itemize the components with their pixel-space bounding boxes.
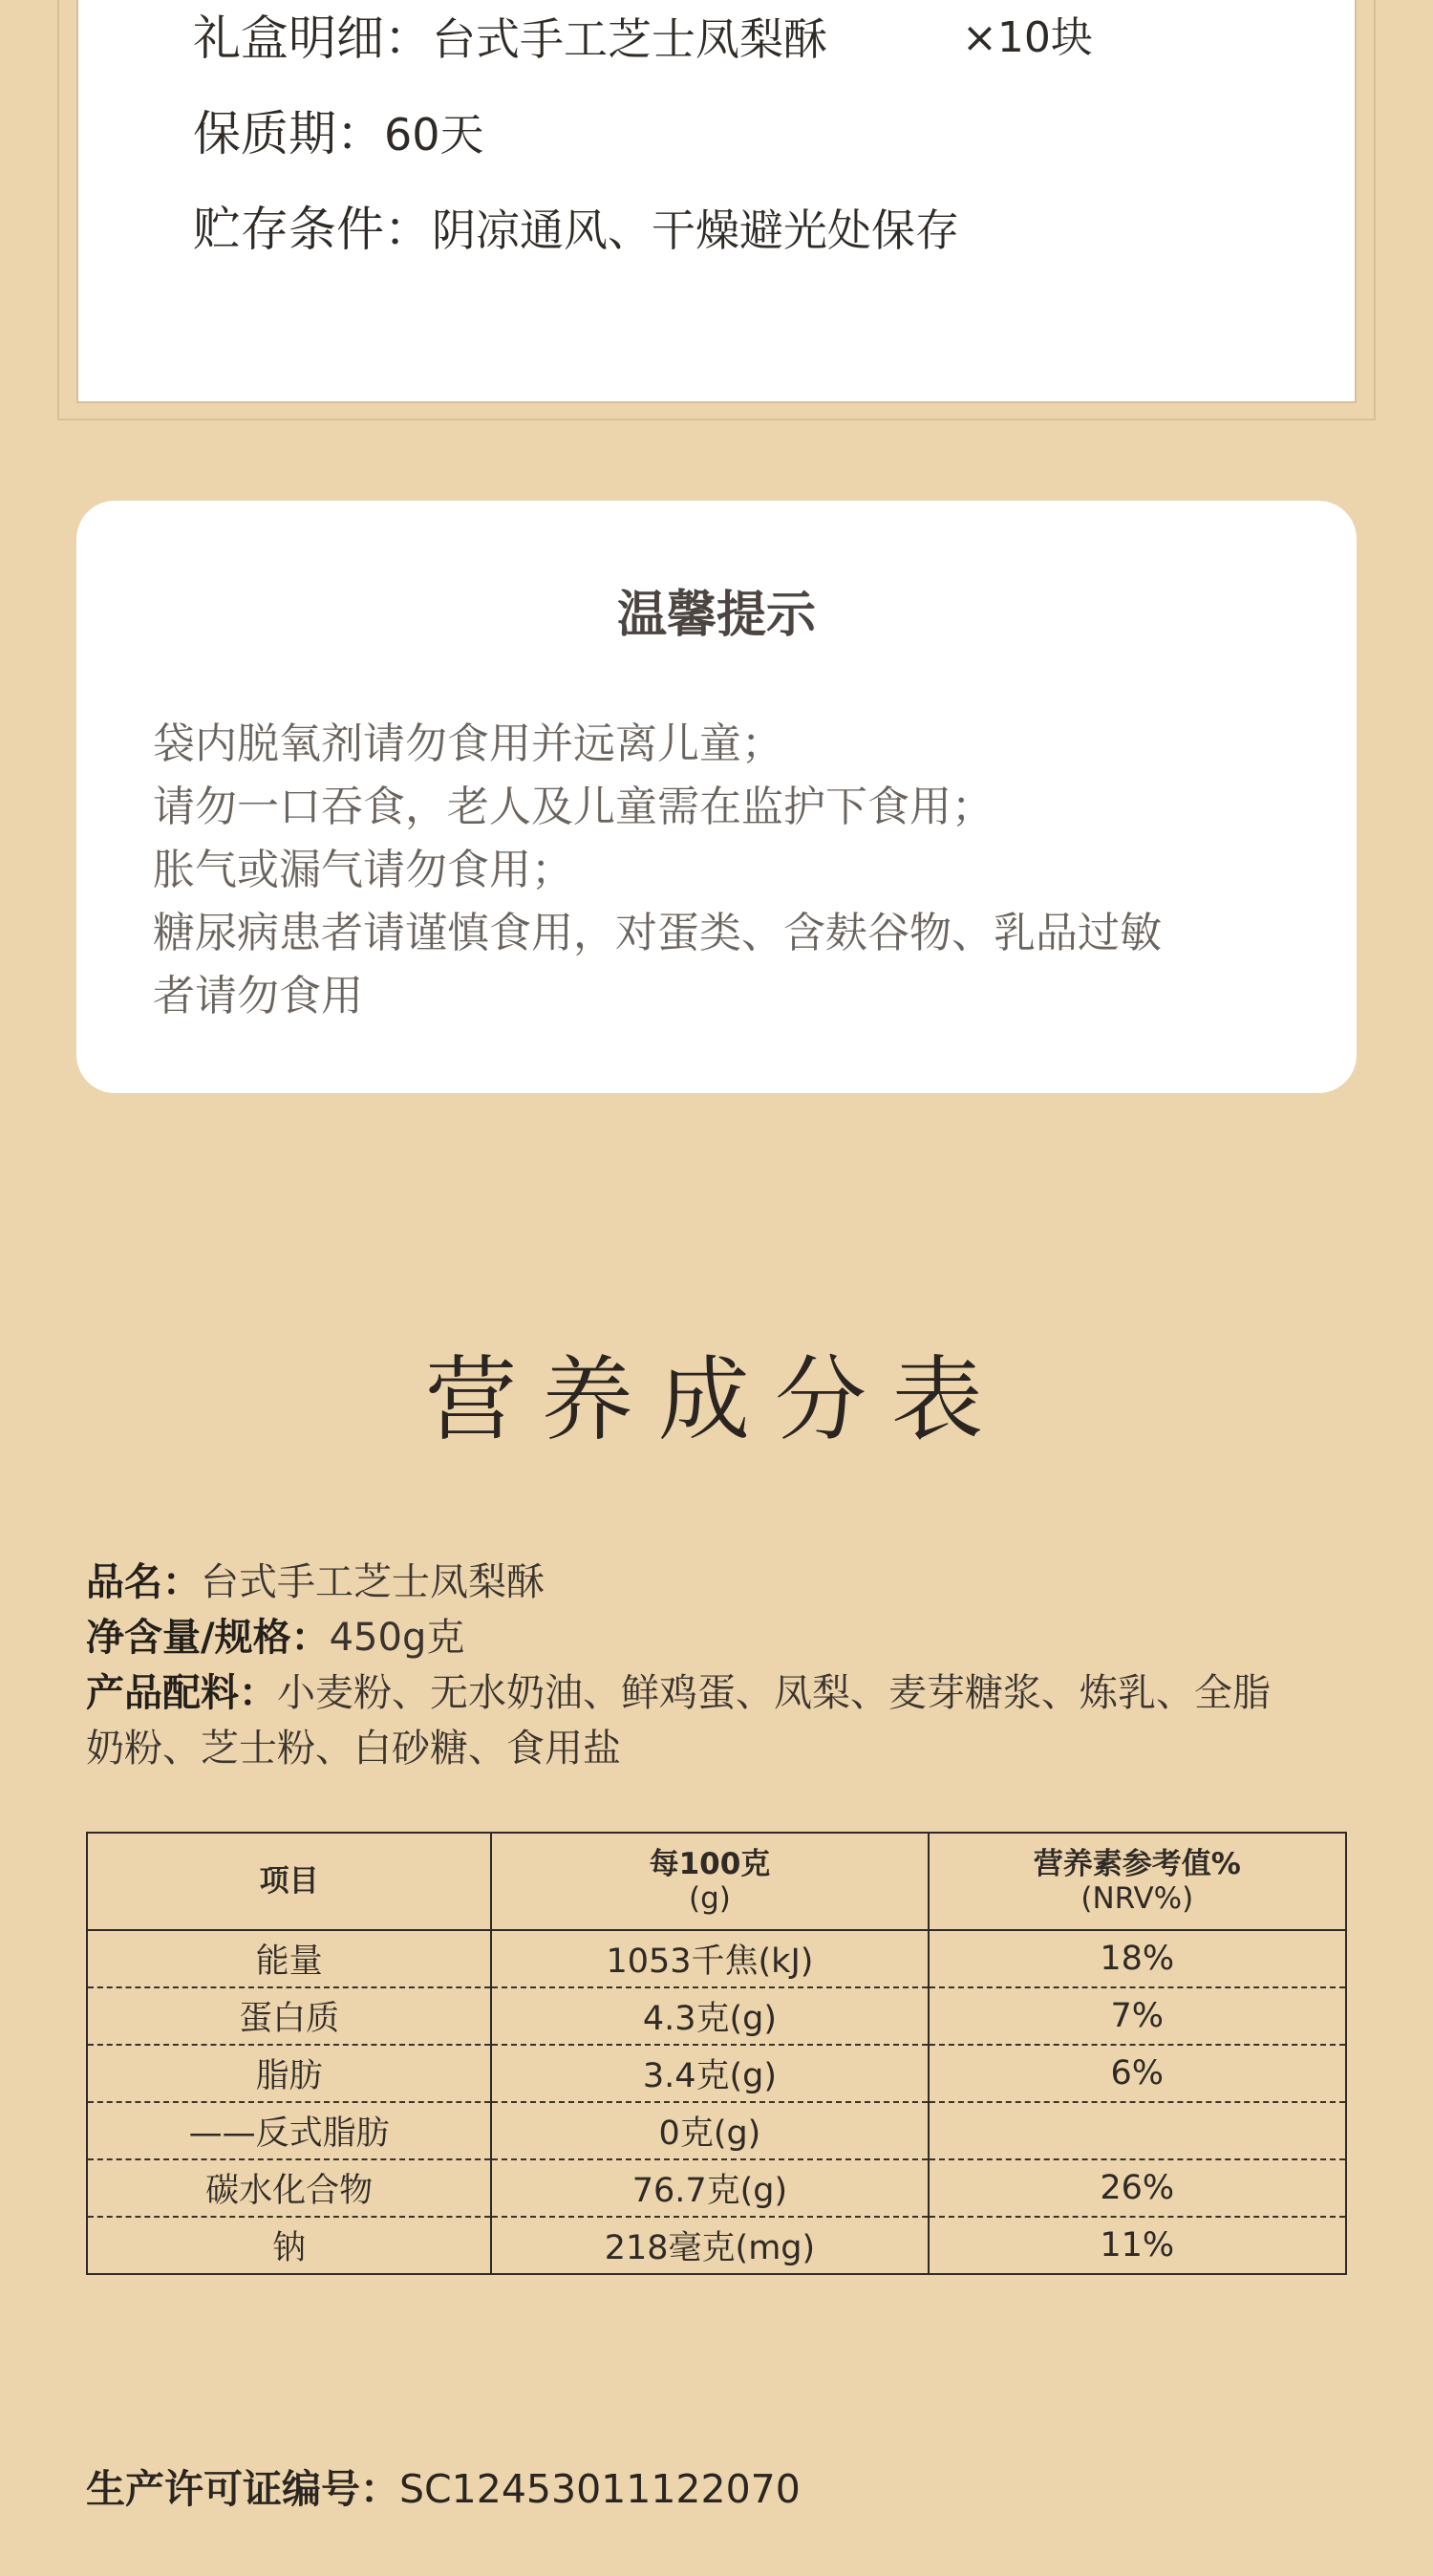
nutrient-amount: 3.4克(g): [491, 2045, 928, 2102]
table-row: [87, 1987, 1346, 2045]
shelf-life-value: 60天: [384, 109, 484, 161]
nutrient-amount: 76.7克(g): [491, 2159, 928, 2217]
net-content-label: 净含量/规格：: [86, 1616, 330, 1660]
header-per-100g: [491, 1833, 928, 1930]
ingredients-value-line1: 小麦粉、无水奶油、鲜鸡蛋、凤梨、麦芽糖浆、炼乳、全脂: [277, 1671, 1271, 1715]
ingredients-label: 产品配料：: [86, 1671, 277, 1715]
storage-label: 贮存条件：: [193, 202, 432, 257]
nutrient-name: 能量: [87, 1930, 491, 1987]
header-item-label: 项目: [259, 1864, 319, 1899]
nutrient-name: 蛋白质: [87, 1987, 491, 2045]
ingredients-continuation: 奶粉、芝士粉、白砂糖、食用盐: [86, 1727, 621, 1771]
header-item: [87, 1833, 491, 1930]
nutrient-amount: 4.3克(g): [491, 1987, 928, 2045]
tips-title: 温馨提示: [616, 587, 816, 644]
gift-box-contents-label: 礼盒明细：: [193, 11, 432, 66]
header-nrv-unit: (NRV%): [1080, 1881, 1194, 1916]
storage-row: [193, 201, 959, 259]
nutrition-table: [86, 1832, 1347, 2275]
nutrient-name: ——反式脂肪: [87, 2102, 491, 2159]
net-content-row: [86, 1610, 1357, 1665]
nutrient-nrv: 6%: [929, 2045, 1346, 2102]
tips-card: [76, 501, 1357, 1093]
table-row: [87, 1930, 1346, 1987]
gift-box-info-panel: [76, 0, 1357, 403]
tips-line: 请勿一口吞食，老人及儿童需在监护下食用；: [153, 783, 994, 831]
tips-line: 袋内脱氧剂请勿食用并远离儿童；: [153, 719, 783, 768]
nutrient-amount: 0克(g): [491, 2102, 928, 2159]
nutrient-name: 钠: [87, 2217, 491, 2274]
license-label: 生产许可证编号：: [86, 2466, 399, 2512]
tips-list: [153, 713, 1299, 1028]
product-name-row: [86, 1555, 1357, 1610]
tips-line: 糖尿病患者请谨慎食用，对蛋类、含麸谷物、乳品过敏: [153, 909, 1162, 957]
nutrient-name: 脂肪: [87, 2045, 491, 2102]
product-name-label: 品名：: [86, 1560, 201, 1604]
gift-box-contents-qty: ×10块: [962, 13, 1093, 62]
production-license: [86, 2460, 801, 2518]
table-row: [87, 2159, 1346, 2217]
header-nrv-label: 营养素参考值%: [1033, 1847, 1241, 1881]
net-content-value: 450g克: [329, 1616, 465, 1660]
nutrition-section-title: 营养成分表: [425, 1346, 1008, 1453]
nutrition-table-header: [87, 1833, 1346, 1930]
storage-value: 阴凉通风、干燥避光处保存: [432, 204, 959, 256]
header-nrv: [929, 1833, 1346, 1930]
tips-line: 胀气或漏气请勿食用；: [153, 846, 573, 894]
nutrient-nrv: 26%: [929, 2159, 1346, 2217]
header-per-100g-unit: (g): [689, 1881, 731, 1916]
nutrient-nrv: 11%: [929, 2217, 1346, 2274]
product-info: [86, 1555, 1357, 1776]
nutrient-amount: 218毫克(mg): [491, 2217, 928, 2274]
tips-line: 者请勿食用: [153, 972, 363, 1020]
gift-box-contents-row: [193, 10, 1093, 68]
nutrient-nrv: 7%: [929, 1987, 1346, 2045]
shelf-life-row: [193, 105, 484, 163]
license-number: SC12453011122070: [399, 2466, 801, 2512]
table-row: [87, 2045, 1346, 2102]
product-name-value: 台式手工芝士凤梨酥: [201, 1560, 545, 1604]
nutrient-nrv: [929, 2102, 1346, 2159]
shelf-life-label: 保质期：: [193, 106, 384, 161]
header-per-100g-label: 每100克: [649, 1847, 771, 1881]
table-row: [87, 2217, 1346, 2274]
nutrient-amount: 1053千焦(kJ): [491, 1930, 928, 1987]
ingredients-row: [86, 1665, 1357, 1721]
table-row: [87, 2102, 1346, 2159]
gift-box-contents-value: 台式手工芝士凤梨酥: [432, 13, 827, 65]
nutrient-name: 碳水化合物: [87, 2159, 491, 2217]
nutrient-nrv: 18%: [929, 1930, 1346, 1987]
